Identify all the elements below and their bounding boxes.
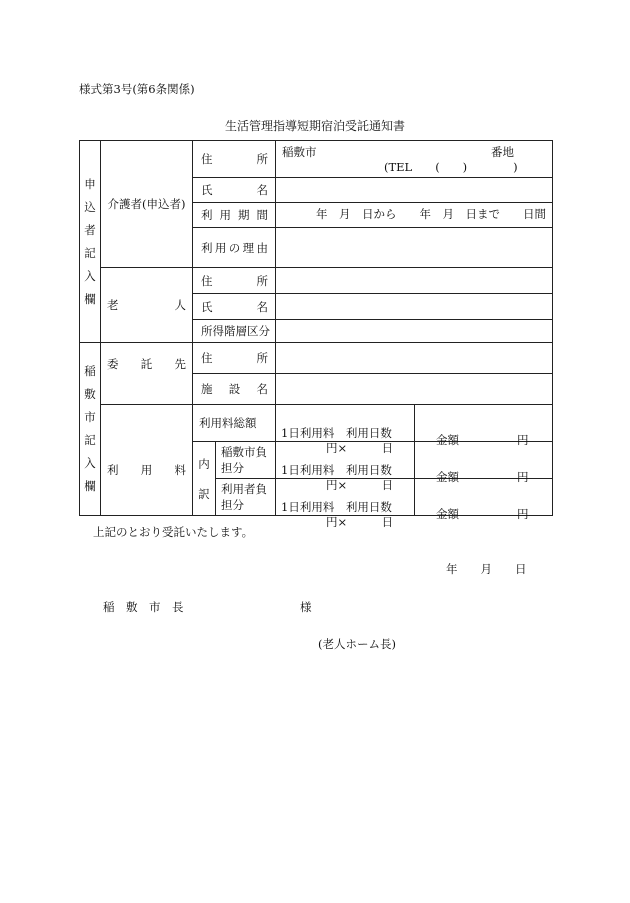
consignee-address-field[interactable] <box>276 343 553 374</box>
period-text: 年 月 日から 年 月 日まで 日間 <box>316 207 546 222</box>
addressee: 稲 敷 市 長 <box>103 600 184 614</box>
notice-form-table <box>79 140 553 529</box>
elderly-address-label: 住 所 <box>193 268 276 294</box>
form-number: 様式第3号(第6条関係) <box>79 82 195 96</box>
fee-total-calc[interactable]: 1日利用料 利用日数 円× 日 <box>276 405 415 442</box>
caregiver-label: 介護者(申込者) <box>101 141 193 268</box>
fee-label: 利 用 料 <box>101 405 193 516</box>
fee-breakdown-label: 内 訳 <box>193 442 216 516</box>
signer: (老人ホーム長) <box>318 637 396 651</box>
fee-city-share-calc[interactable]: 1日利用料 利用日数 円× 日 <box>276 442 415 479</box>
city-section-label: 稲 敷 市 記 入 欄 <box>80 343 101 516</box>
elderly-address-field[interactable] <box>276 268 553 294</box>
caregiver-period-label: 利 用 期 間 <box>193 203 276 228</box>
elderly-name-field[interactable] <box>276 294 553 320</box>
elderly-label: 老 人 <box>101 268 193 343</box>
consignee-address-label: 住 所 <box>193 343 276 374</box>
document-title: 生活管理指導短期宿泊受託通知書 <box>224 119 405 133</box>
caregiver-address-field[interactable] <box>276 141 553 178</box>
acknowledgement-text: 上記のとおり受託いたします。 <box>93 525 254 539</box>
consignee-facility-label: 施 設 名 <box>193 374 276 405</box>
applicant-section-label: 申 込 者 記 入 欄 <box>80 141 101 343</box>
elderly-income-label: 所 得 階 層 区 分 <box>193 320 276 343</box>
fee-user-share-calc[interactable]: 1日利用料 利用日数 円× 日 <box>276 479 415 516</box>
tel-text: (TEL ( ) ) <box>384 160 518 174</box>
address-city: 稲敷市 <box>282 145 317 159</box>
elderly-name-label: 氏 名 <box>193 294 276 320</box>
caregiver-reason-field[interactable] <box>276 228 553 268</box>
elderly-income-field[interactable] <box>276 320 553 343</box>
honorific: 様 <box>300 600 312 614</box>
consignee-label: 委 託 先 <box>101 343 193 405</box>
fee-city-share-amount[interactable]: 金額 円 <box>415 442 553 479</box>
date-line: 年 月 日 <box>446 562 527 576</box>
fee-total-amount[interactable]: 金額 円 <box>415 405 553 442</box>
caregiver-name-label: 氏 名 <box>193 178 276 203</box>
caregiver-reason-label: 利 用 の 理 由 <box>193 228 276 268</box>
caregiver-name-field[interactable] <box>276 178 553 203</box>
caregiver-period-field[interactable] <box>276 203 553 228</box>
caregiver-address-label <box>193 141 276 178</box>
fee-user-share-label: 利用者負担分 <box>216 479 276 516</box>
consignee-facility-field[interactable] <box>276 374 553 405</box>
address-banchi: 番地 <box>491 145 514 159</box>
fee-total-label: 利用料総額 <box>193 405 276 442</box>
fee-user-share-amount[interactable]: 金額 円 <box>415 479 553 516</box>
fee-city-share-label: 稲敷市負担分 <box>216 442 276 479</box>
justified-label: 住 所 <box>201 152 268 166</box>
